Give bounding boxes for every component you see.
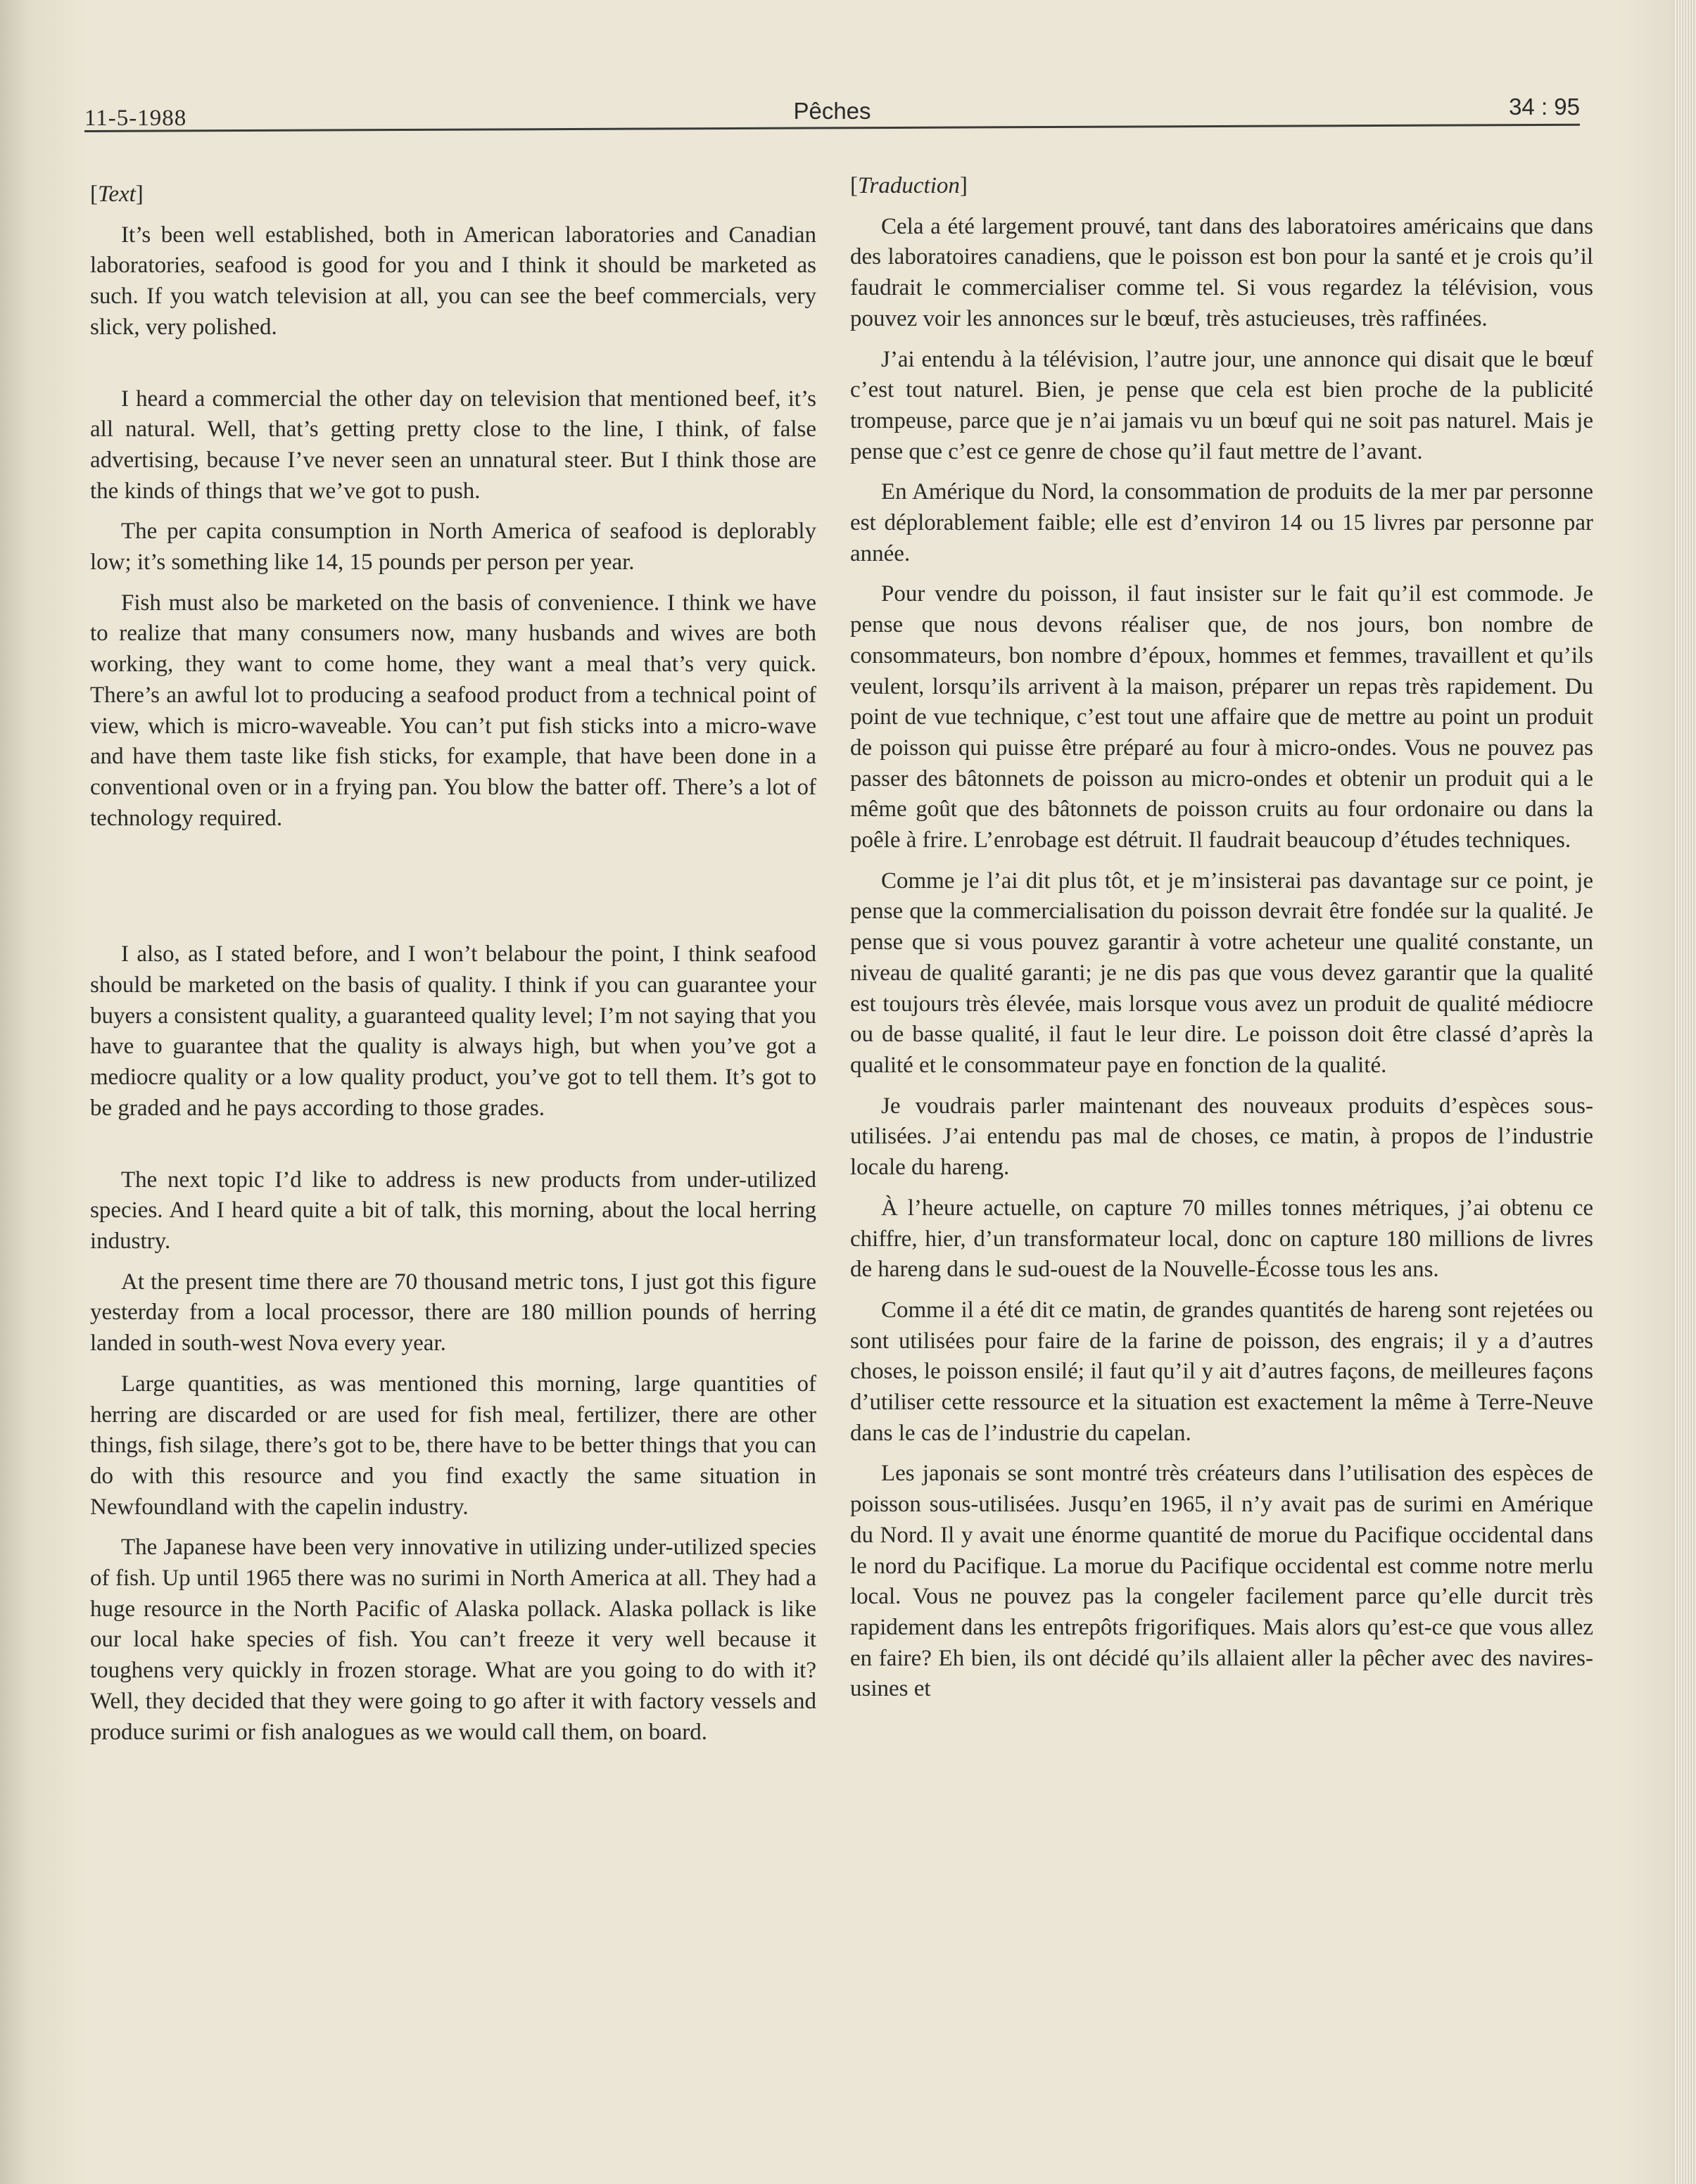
paragraph: Je voudrais parler maintenant des nouveaux produits d’espèces sous-utilisées. J’ai entendu pas mal de choses, ce matin, à propos de l’industrie locale du hareng. — [850, 1093, 1593, 1181]
header-title: Pêches — [793, 98, 871, 124]
paragraph: À l’heure actuelle, on capture 70 milles tonnes métriques, j’ai obtenu ce chiffre, hier, d’un transformateur local, donc on capture 180 millions de livres de hareng dans le sud-ouest de la Nouvelle-Écosse tous les ans. — [850, 1195, 1593, 1283]
paragraph: Comme il a été dit ce matin, de grandes quantités de hareng sont rejetées ou sont utilisées pour faire de la farine de poisson, des engrais; il y a d’autres choses, le poisson ensilé; il faut qu’il y ait d’autres façons, de meilleures façons d’utiliser cette ressource et la situation est exactement la même à Terre-Neuve dans le cas de l’industrie du capelan. — [850, 1297, 1593, 1446]
paragraph: The next topic I’d like to address is new products from under-utilized species. And I heard quite a bit of talk, this morning, about the local herring industry. — [90, 1167, 816, 1254]
paragraph: En Amérique du Nord, la consommation de produits de la mer par personne est déplorablement faible; elle est d’environ 14 ou 15 livres par personne par année. — [850, 479, 1593, 566]
paragraph: At the present time there are 70 thousand metric tons, I just got this figure yesterday from a local processor, there are 180 million pounds of herring landed in south-west Nova every year. — [90, 1269, 816, 1357]
paragraph: I also, as I stated before, and I won’t belabour the point, I think seafood should be marketed on the basis of quality. I think if you can guarantee your buyers a consistent quality, a guaranteed quality level; I’m not saying that you have to guarantee that the quality is always high, but when you’ve got a mediocre quality or a low quality product, you’ve got to tell them. It’s got to be graded and he pays according to those grades. — [90, 941, 816, 1121]
header-date: 11-5-1988 — [84, 106, 187, 131]
paragraph: Cela a été largement prouvé, tant dans des laboratoires américains que dans des laboratoires canadiens, que le poisson est bon pour la santé et je crois qu’il faudrait le commercialiser comme tel. Si vous regardez la télévision, vous pouvez voir les annonces sur le bœuf, très astucieuses, très raffinées. — [850, 213, 1593, 331]
header-page-number: 34 : 95 — [1509, 94, 1580, 120]
paragraph: It’s been well established, both in American laboratories and Canadian laboratories, seafood is good for you and I think it should be marketed as such. If you watch television at all, you can see the beef commercials, very slick, very polished. — [90, 222, 816, 340]
paragraph: Large quantities, as was mentioned this morning, large quantities of herring are discarded or are used for fish meal, fertilizer, there are other things, fish silage, there’s got to be, there have to be better things that you can do with this resource and you find exactly the same situation in Newfoundland with the capelin industry. — [90, 1371, 816, 1520]
section-label-text: [Text] — [90, 182, 144, 207]
paragraph: Pour vendre du poisson, il faut insister sur le fait qu’il est commode. Je pense que nous devons réaliser que, de nos jours, bon nombre de consommateurs, bon nombre d’époux, hommes et femmes, travaillent et qu’ils veulent, lorsqu’ils arrivent à la maison, préparer un repas très rapidement. Du point de vue technique, c’est tout une affaire que de mettre au point un produit de poisson qui puisse être préparé au four à micro-ondes. Vous ne pouvez pas passer des bâtonnets de poisson au micro-ondes et obtenir un produit qui a le même goût que des bâtonnets de poisson cruits au four ordonaire ou dans la poêle à frire. L’enrobage est détruit. Il faudrait beaucoup d’études techniques. — [850, 581, 1593, 853]
paragraph: Les japonais se sont montré très créateurs dans l’utilisation des espèces de poisson sous-utilisées. Jusqu’en 1965, il n’y avait pas de surimi en Amérique du Nord. Il y avait une énorme quantité de morue du Pacifique occidental dans le nord du Pacifique. La morue du Pacifique occidental est comme notre merlu local. Vous ne pouvez pas la congeler facilement parce qu’elle durcit très rapidement dans les entrepôts frigorifiques. Mais alors qu’est-ce que vous allez en faire? Eh bien, ils ont décidé qu’ils allaient aller la pêcher avec des navires-usines et — [850, 1461, 1593, 1702]
paragraph: The per capita consumption in North America of seafood is deplorably low; it’s something like 14, 15 pounds per person per year. — [90, 519, 816, 576]
section-label-traduction: [Traduction] — [850, 173, 968, 198]
french-column — [850, 171, 1593, 1715]
english-column — [90, 179, 816, 1758]
paragraph: Comme je l’ai dit plus tôt, et je m’insisterai pas davantage sur ce point, je pense que la commercialisation du poisson devrait être fondée sur la qualité. Je pense que si vous pouvez garantir à votre acheteur une qualité constante, un niveau de qualité garanti; je ne dis pas que vous devez garantir que la qualité est toujours très élevée, mais lorsque vous avez un produit de qualité médiocre ou de basse qualité, il faut le leur dire. Le poisson doit être classé d’après la qualité et le consommateur paye en fonction de la qualité. — [850, 868, 1593, 1078]
paragraph: The Japanese have been very innovative in utilizing under-utilized species of fish. Up until 1965 there was no surimi in North America at all. They had a huge resource in the North Pacific of Alaska pollack. Alaska pollack is like our local hake species of fish. You can’t freeze it very well because it toughens very quickly in frozen storage. What are you going to do with it? Well, they decided that they were going to go after it with factory vessels and produce surimi or fish analogues as we would call them, on board. — [90, 1535, 816, 1745]
page-edge-shadow — [1675, 0, 1696, 2184]
paragraph: J’ai entendu à la télévision, l’autre jour, une annonce qui disait que le bœuf c’est tout naturel. Bien, je pense que cela est bien proche de la publicité trompeuse, parce que je n’ai jamais vu un bœuf qui ne soit pas naturel. Mais je pense que c’est ce genre de chose qu’il faut mettre de l’avant. — [850, 346, 1593, 464]
paragraph: Fish must also be marketed on the basis of convenience. I think we have to realize that many consumers now, many husbands and wives are both working, they want to come home, they want a meal that’s very quick. There’s an awful lot to producing a seafood product from a technical point of view, which is micro-waveable. You can’t put fish sticks into a micro-wave and have them taste like fish sticks, for example, that have been done in a conventional oven or in a frying pan. You blow the batter off. There’s a lot of technology required. — [90, 590, 816, 831]
paragraph: I heard a commercial the other day on television that mentioned beef, it’s all natural. Well, that’s getting pretty close to the line, I think, of false advertising, because I’ve never seen an unnatural steer. But I think those are the kinds of things that we’ve got to push. — [90, 386, 816, 504]
